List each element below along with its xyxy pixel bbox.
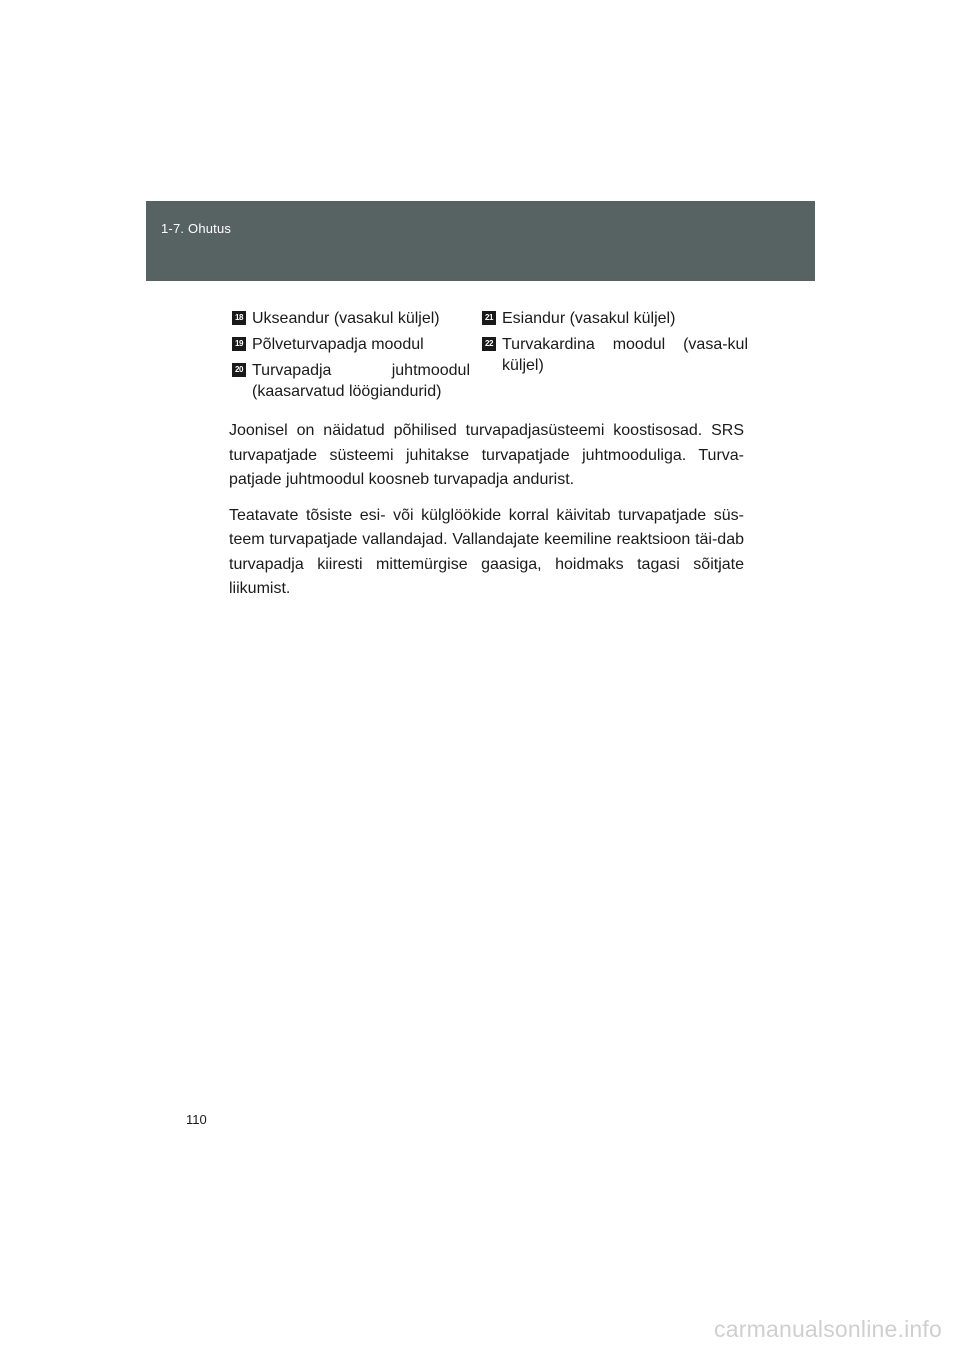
page-number: 110 bbox=[186, 1112, 207, 1127]
legend-item-label: Esiandur (vasakul küljel) bbox=[502, 310, 676, 327]
paragraph: Teatavate tõsiste esi- või külglöökide korral käivitab turvapatjade süs-teem turvapatjade vallandajad. Vallandajate keemiline reaktsioon täi-dab turvapadja kiiresti mittemürgise gaasiga, hoidmaks tagasi sõitjate liikumist. bbox=[229, 506, 744, 597]
body-text bbox=[229, 419, 744, 613]
legend-item-label: Põlveturvapadja moodul bbox=[252, 336, 424, 353]
legend-item bbox=[232, 334, 470, 355]
legend-item bbox=[232, 360, 470, 402]
legend-column-right bbox=[482, 308, 748, 381]
legend-item-label: Ukseandur (vasakul küljel) bbox=[252, 310, 440, 327]
legend-item-label: Turvapadja juhtmoodul (kaasarvatud löögiandurid) bbox=[252, 362, 470, 400]
legend-column-left bbox=[232, 308, 470, 407]
legend-item bbox=[232, 308, 470, 329]
number-badge-icon: 19 bbox=[232, 337, 246, 351]
legend-item bbox=[482, 308, 748, 329]
paragraph: Joonisel on näidatud põhilised turvapadjasüsteemi koostisosad. SRS turvapatjade süsteemi juhitakse turvapatjade juhtmooduliga. Turva-patjade juhtmoodul koosneb turvapadja andurist. bbox=[229, 422, 744, 488]
number-badge-icon: 18 bbox=[232, 311, 246, 325]
section-header-band bbox=[146, 201, 815, 281]
watermark: carmanualsonline.info bbox=[714, 1316, 942, 1342]
number-badge-icon: 21 bbox=[482, 311, 496, 325]
section-title: 1-7. Ohutus bbox=[161, 221, 232, 236]
legend-item bbox=[482, 334, 748, 376]
legend-item-label: Turvakardina moodul (vasa-kul küljel) bbox=[502, 336, 748, 374]
number-badge-icon: 22 bbox=[482, 337, 496, 351]
number-badge-icon: 20 bbox=[232, 363, 246, 377]
